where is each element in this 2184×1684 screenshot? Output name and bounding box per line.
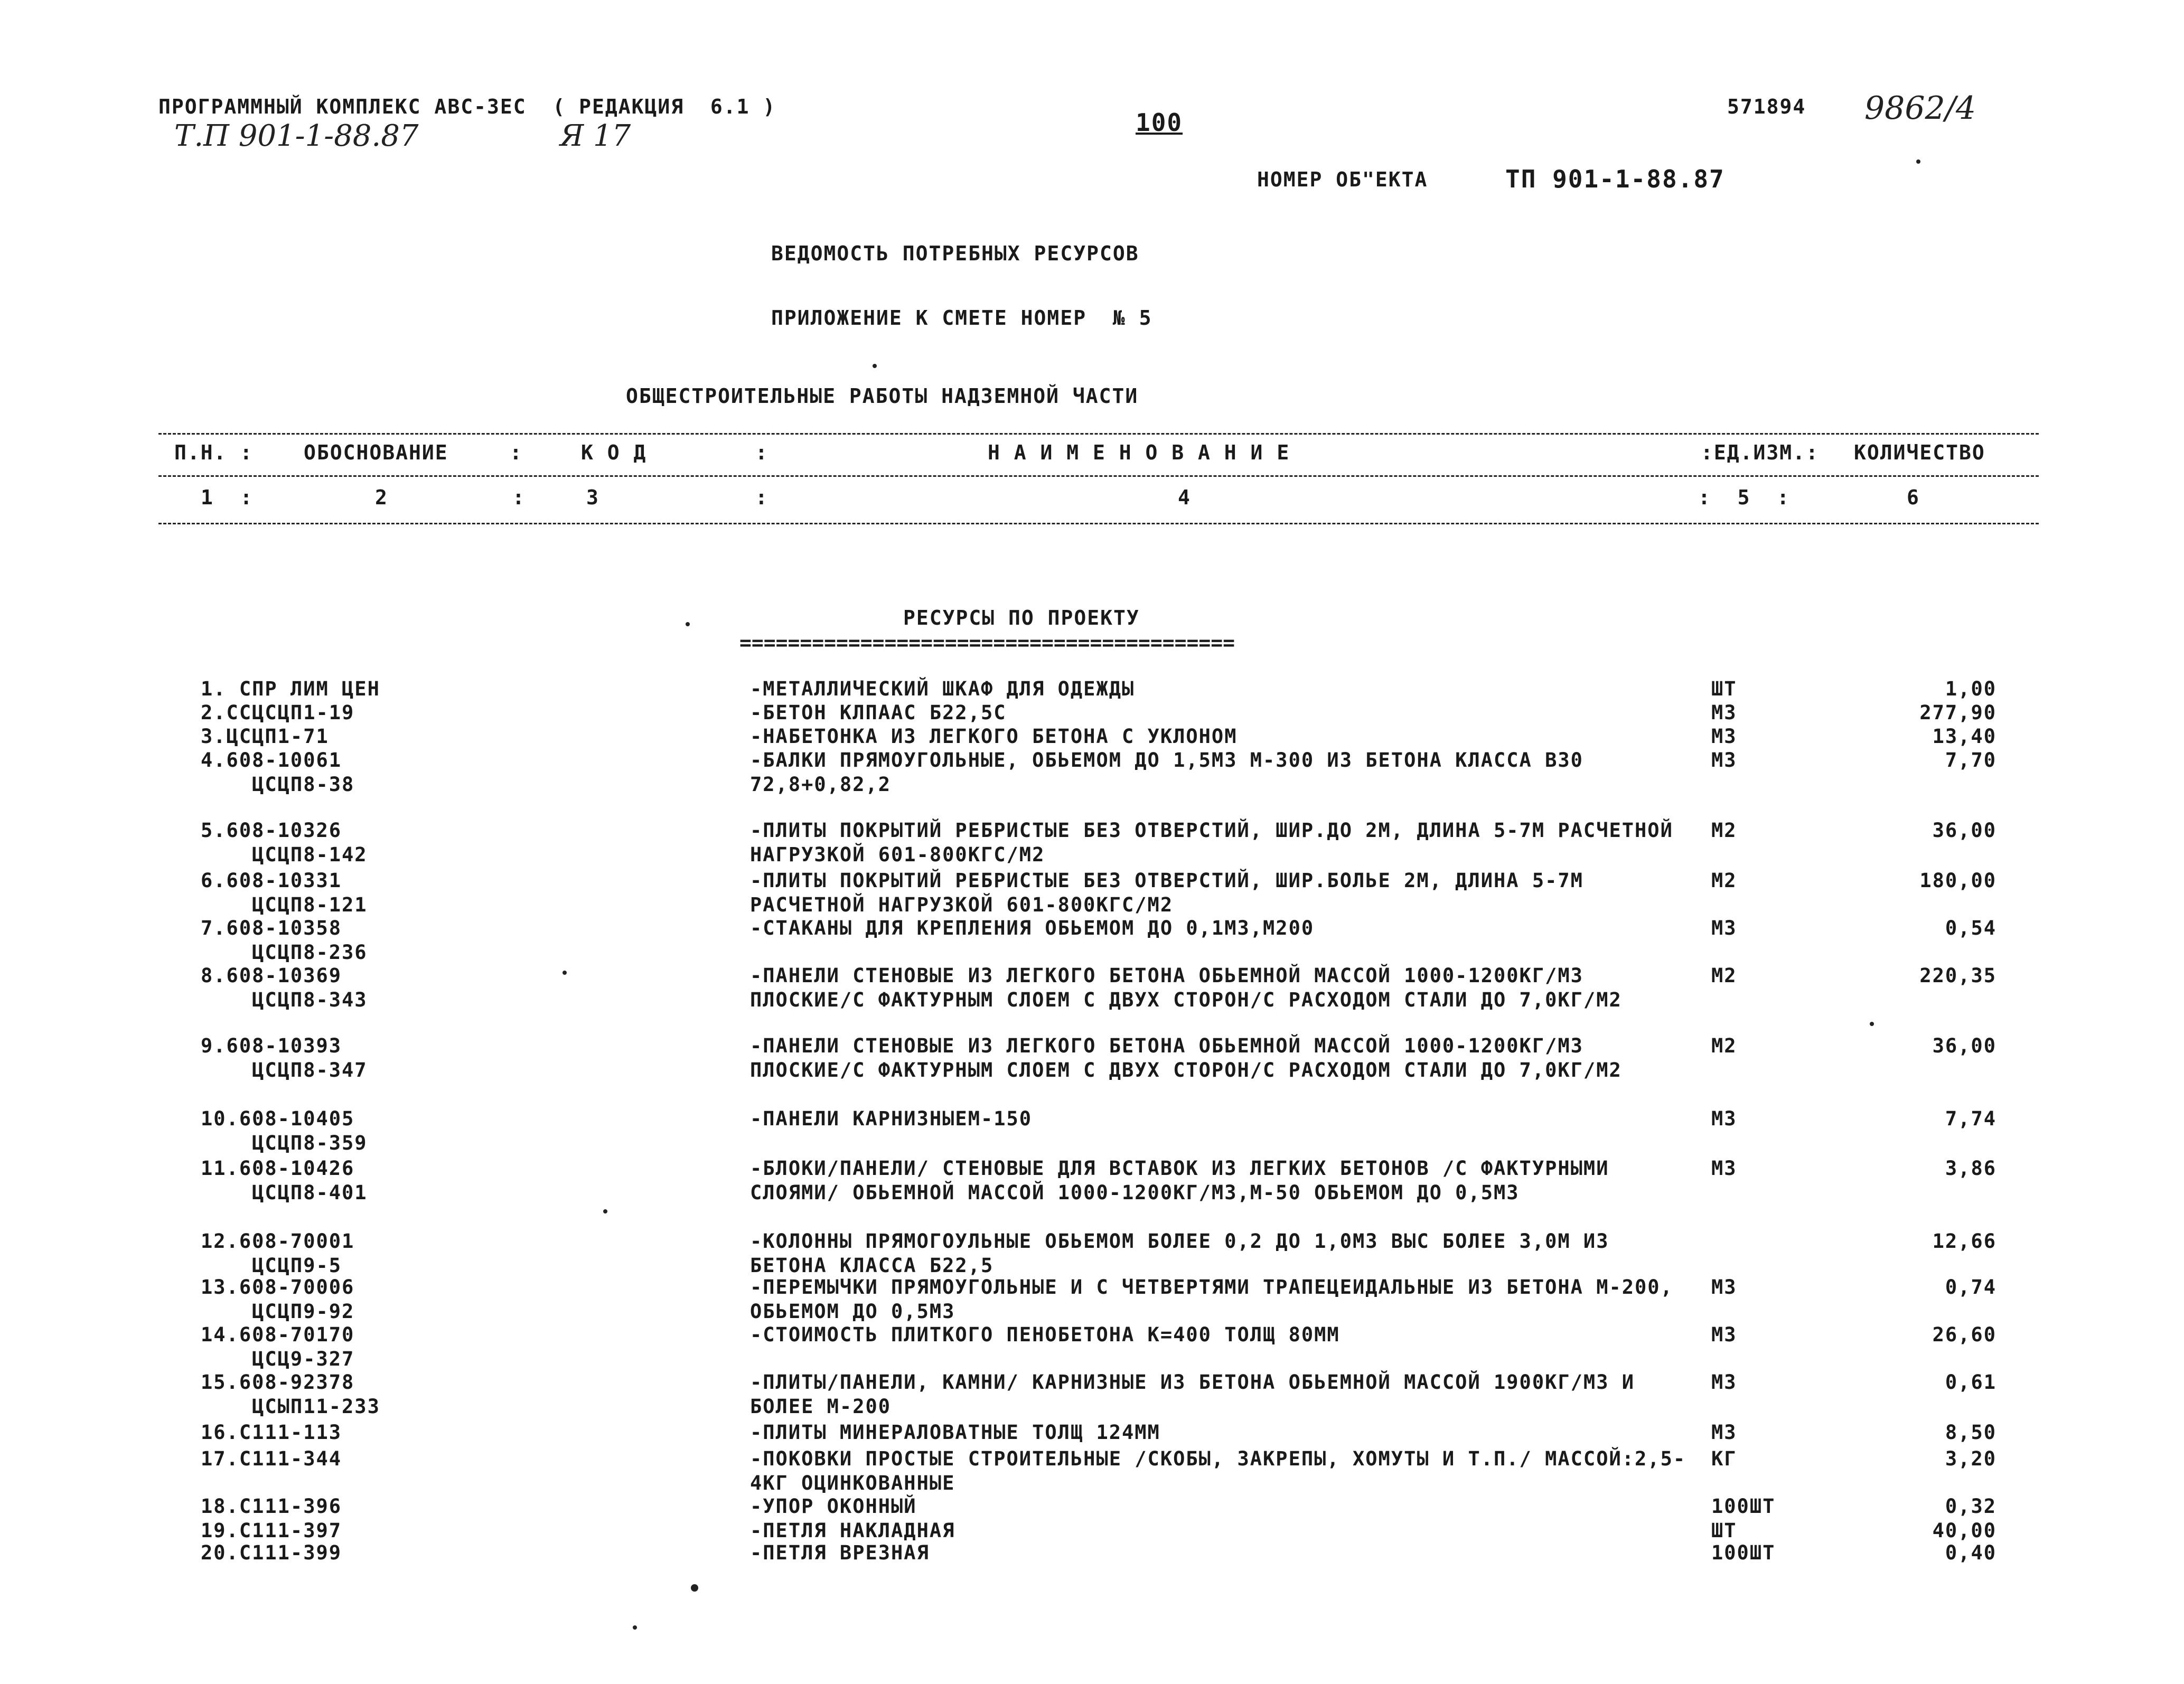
row-code: 11.608-10426 ЦСЦП8-401	[201, 1157, 368, 1204]
col-num-2: 2	[375, 486, 388, 509]
row-code: 18.С111-396	[201, 1495, 342, 1518]
row-qty: 3,20	[1945, 1447, 1996, 1470]
col-basis-header: ОБОСНОВАНИЕ	[304, 441, 448, 464]
row-name: -ПЕТЛЯ НАКЛАДНАЯ	[750, 1519, 955, 1542]
row-name: -ПЛИТЫ ПОКРЫТИЙ РЕБРИСТЫЕ БЕЗ ОТВЕРСТИЙ, ШИР.БОЛЬЕ 2М, ДЛИНА 5-7М РАСЧЕТНОЙ НАГРУЗКОЙ 601-800КГС/М2	[750, 869, 1583, 916]
row-code: 20.С111-399	[201, 1541, 342, 1564]
col-sep: :	[755, 441, 768, 464]
program-line: ПРОГРАММНЫЙ КОМПЛЕКС АВС-3ЕС ( РЕДАКЦИЯ 6.1 )	[158, 95, 776, 118]
row-qty: 220,35	[1919, 964, 1996, 987]
row-code: 1. СПР ЛИМ ЦЕН	[201, 678, 380, 700]
row-name: -ПЕТЛЯ ВРЕЗНАЯ	[750, 1541, 930, 1564]
col-num-4: 4	[1178, 486, 1191, 509]
row-qty: 7,74	[1945, 1107, 1996, 1130]
col-pn-header: П.Н. :	[174, 441, 254, 464]
row-unit: М2	[1711, 1034, 1737, 1057]
row-name: -УПОР ОКОННЫЙ	[750, 1495, 917, 1518]
row-unit: М3	[1711, 1421, 1737, 1444]
section-underline: =========================================	[739, 631, 1235, 654]
row-unit: М3	[1711, 1276, 1737, 1299]
row-qty: 0,74	[1945, 1276, 1996, 1299]
row-name: -СТАКАНЫ ДЛЯ КРЕПЛЕНИЯ ОБЬЕМОМ ДО 0,1М3,М200	[750, 917, 1315, 939]
row-qty: 8,50	[1945, 1421, 1996, 1444]
row-unit: М3	[1711, 701, 1737, 724]
row-name: -ПАНЕЛИ СТЕНОВЫЕ ИЗ ЛЕГКОГО БЕТОНА ОБЬЕМНОЙ МАССОЙ 1000-1200КГ/М3 ПЛОСКИЕ/С ФАКТУРНЫМ СЛОЕМ С ДВУХ СТОРОН/С РАСХОДОМ СТАЛИ ДО 7,0КГ/М2	[750, 1034, 1622, 1081]
row-unit: М2	[1711, 964, 1737, 987]
row-qty: 36,00	[1932, 819, 1996, 842]
row-qty: 180,00	[1919, 869, 1996, 892]
handwritten-project-number: Т.П 901-1-88.87	[174, 119, 419, 153]
page-number: 100	[1136, 108, 1183, 137]
col-qty-header: КОЛИЧЕСТВО	[1854, 441, 1985, 464]
appendix-title: ПРИЛОЖЕНИЕ К СМЕТЕ НОМЕР № 5	[771, 306, 1152, 330]
scan-speck	[563, 971, 567, 975]
works-title: ОБЩЕСТРОИТЕЛЬНЫЕ РАБОТЫ НАДЗЕМНОЙ ЧАСТИ	[626, 384, 1139, 408]
scan-speck	[1870, 1022, 1874, 1026]
row-code: 13.608-70006 ЦСЦП9-92	[201, 1276, 355, 1323]
row-qty: 13,40	[1932, 725, 1996, 748]
row-unit: М3	[1711, 1107, 1737, 1130]
row-qty: 0,40	[1945, 1541, 1996, 1564]
row-unit: М3	[1711, 917, 1737, 939]
row-qty: 7,70	[1945, 749, 1996, 772]
row-name: -БЕТОН КЛПААС Б22,5С	[750, 701, 1007, 724]
header-rule-bottom	[158, 523, 2039, 524]
row-code: 4.608-10061 ЦСЦП8-38	[201, 749, 355, 796]
row-code: 6.608-10331 ЦСЦП8-121	[201, 869, 368, 916]
scan-speck	[873, 364, 877, 368]
row-qty: 0,32	[1945, 1495, 1996, 1518]
col-unit-header: :ЕД.ИЗМ.:	[1701, 441, 1819, 464]
section-title: РЕСУРСЫ ПО ПРОЕКТУ	[903, 606, 1140, 629]
row-qty: 1,00	[1945, 678, 1996, 700]
handwritten-reference: 9862/4	[1864, 90, 1976, 127]
row-unit: 100ШТ	[1711, 1541, 1776, 1564]
scan-speck	[691, 1584, 698, 1592]
object-number: ТП 901-1-88.87	[1505, 165, 1725, 193]
row-code: 19.С111-397	[201, 1519, 342, 1542]
row-name: -ПАНЕЛИ КАРНИЗНЫЕМ-150	[750, 1107, 1033, 1130]
row-unit: ШТ	[1711, 1519, 1737, 1542]
row-qty: 3,86	[1945, 1157, 1996, 1180]
row-unit: М3	[1711, 1157, 1737, 1180]
row-unit: М3	[1711, 1323, 1737, 1346]
row-qty: 36,00	[1932, 1034, 1996, 1057]
row-name: -ПЛИТЫ МИНЕРАЛОВАТНЫЕ ТОЛЩ 124ММ	[750, 1421, 1160, 1444]
row-unit: М3	[1711, 725, 1737, 748]
row-qty: 12,66	[1932, 1230, 1996, 1253]
row-name: -БАЛКИ ПРЯМОУГОЛЬНЫЕ, ОБЬЕМОМ ДО 1,5М3 М-300 ИЗ БЕТОНА КЛАССА В30 72,8+0,82,2	[750, 749, 1583, 796]
row-qty: 26,60	[1932, 1323, 1996, 1346]
row-qty: 0,61	[1945, 1371, 1996, 1394]
col-num-sep: :	[755, 486, 768, 509]
row-name: -ПАНЕЛИ СТЕНОВЫЕ ИЗ ЛЕГКОГО БЕТОНА ОБЬЕМНОЙ МАССОЙ 1000-1200КГ/М3 ПЛОСКИЕ/С ФАКТУРНЫМ СЛОЕМ С ДВУХ СТОРОН/С РАСХОДОМ СТАЛИ ДО 7,0КГ/М2	[750, 964, 1622, 1011]
row-code: 15.608-92378 ЦСЫП11-233	[201, 1371, 380, 1418]
col-sep: :	[510, 441, 523, 464]
row-code: 16.С111-113	[201, 1421, 342, 1444]
col-name-header: Н А И М Е Н О В А Н И Е	[988, 441, 1290, 464]
row-code: 5.608-10326 ЦСЦП8-142	[201, 819, 368, 866]
handwritten-mark: Я 17	[560, 119, 631, 153]
scan-speck	[603, 1209, 607, 1213]
row-code: 7.608-10358 ЦСЦП8-236	[201, 917, 368, 964]
scan-speck	[633, 1625, 637, 1630]
row-unit: КГ	[1711, 1447, 1737, 1470]
col-num-6: 6	[1907, 486, 1920, 509]
row-name: -СТОИМОСТЬ ПЛИТКОГО ПЕНОБЕТОНА К=400 ТОЛЩ 80ММ	[750, 1323, 1340, 1346]
row-name: -ПОКОВКИ ПРОСТЫЕ СТРОИТЕЛЬНЫЕ /СКОБЫ, ЗАКРЕПЫ, ХОМУТЫ И Т.П./ МАССОЙ:2,5-4КГ ОЦИНКОВАННЫЕ	[750, 1447, 1686, 1494]
header-rule-mid	[158, 475, 2039, 477]
col-code-header: К О Д	[581, 441, 647, 464]
row-code: 10.608-10405 ЦСЦП8-359	[201, 1107, 368, 1154]
scan-speck	[1916, 159, 1920, 164]
row-name: -ПЛИТЫ ПОКРЫТИЙ РЕБРИСТЫЕ БЕЗ ОТВЕРСТИЙ, ШИР.ДО 2М, ДЛИНА 5-7М РАСЧЕТНОЙ НАГРУЗКОЙ 601-800КГС/М2	[750, 819, 1673, 866]
row-name: -ПЛИТЫ/ПАНЕЛИ, КАМНИ/ КАРНИЗНЫЕ ИЗ БЕТОНА ОБЬЕМНОЙ МАССОЙ 1900КГ/М3 И БОЛЕЕ М-200	[750, 1371, 1635, 1418]
document-title: ВЕДОМОСТЬ ПОТРЕБНЫХ РЕСУРСОВ	[771, 242, 1139, 265]
col-num-5: : 5 :	[1698, 486, 1791, 509]
row-name: -ПЕРЕМЫЧКИ ПРЯМОУГОЛЬНЫЕ И С ЧЕТВЕРТЯМИ ТРАПЕЦЕИДАЛЬНЫЕ ИЗ БЕТОНА М-200, ОБЬЕМОМ ДО 0,5М3	[750, 1276, 1673, 1323]
col-num-1: 1 :	[201, 486, 254, 509]
row-unit: 100ШТ	[1711, 1495, 1776, 1518]
row-code: 8.608-10369 ЦСЦП8-343	[201, 964, 368, 1011]
row-unit: М2	[1711, 869, 1737, 892]
col-num-3: 3	[586, 486, 599, 509]
row-unit: М3	[1711, 749, 1737, 772]
row-unit: М2	[1711, 819, 1737, 842]
row-code: 3.ЦСЦП1-71	[201, 725, 329, 748]
object-label: НОМЕР ОБ"ЕКТА	[1257, 168, 1428, 191]
row-code: 17.С111-344	[201, 1447, 342, 1470]
row-qty: 40,00	[1932, 1519, 1996, 1542]
row-name: -МЕТАЛЛИЧЕСКИЙ ШКАФ ДЛЯ ОДЕЖДЫ	[750, 678, 1135, 700]
row-name: -КОЛОННЫ ПРЯМОГОУЛЬНЫЕ ОБЬЕМОМ БОЛЕЕ 0,2 ДО 1,0М3 ВЫС БОЛЕЕ 3,0М ИЗ БЕТОНА КЛАССА Б22,5	[750, 1230, 1609, 1277]
row-code: 9.608-10393 ЦСЦП8-347	[201, 1034, 368, 1081]
header-rule-top	[158, 433, 2039, 435]
doc-code: 571894	[1727, 95, 1806, 118]
row-code: 2.ССЦСЦП1-19	[201, 701, 355, 724]
scan-speck	[686, 622, 690, 626]
row-name: -НАБЕТОНКА ИЗ ЛЕГКОГО БЕТОНА С УКЛОНОМ	[750, 725, 1238, 748]
row-code: 14.608-70170 ЦСЦ9-327	[201, 1323, 355, 1370]
row-unit: ШТ	[1711, 678, 1737, 700]
row-name: -БЛОКИ/ПАНЕЛИ/ СТЕНОВЫЕ ДЛЯ ВСТАВОК ИЗ ЛЕГКИХ БЕТОНОВ /С ФАКТУРНЫМИ СЛОЯМИ/ ОБЬЕМНОЙ МАССОЙ 1000-1200КГ/М3,М-50 ОБЬЕМОМ ДО 0,5М3	[750, 1157, 1609, 1204]
row-qty: 0,54	[1945, 917, 1996, 939]
row-code: 12.608-70001 ЦСЦП9-5	[201, 1230, 355, 1277]
row-unit: М3	[1711, 1371, 1737, 1394]
col-num-sep: :	[512, 486, 526, 509]
row-qty: 277,90	[1919, 701, 1996, 724]
